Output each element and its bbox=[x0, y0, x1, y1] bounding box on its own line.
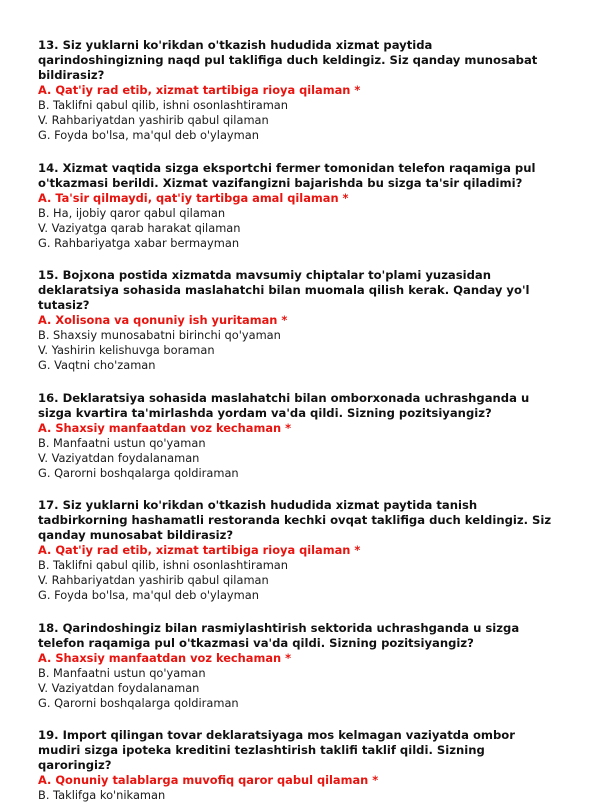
question-18 bbox=[38, 621, 560, 711]
option: G. Qarorni boshqalarga qoldiraman bbox=[38, 465, 239, 480]
question-16 bbox=[38, 391, 560, 481]
question-text: 17. Siz yuklarni ko'rikdan o'tkazish hududida xizmat paytida tanish tadbirkorning hashamatli restoranda kechki ovqat taklifiga duch keldingiz. Siz qanday munosabat bildirasiz? bbox=[38, 498, 552, 542]
option: G. Vaqtni cho'zaman bbox=[38, 358, 156, 372]
option: B. Shaxsiy munosabatni birinchi qo'yaman bbox=[38, 328, 281, 342]
option: V. Vaziyatdan foydalanaman bbox=[38, 450, 200, 465]
option-correct: A. Ta'sir qilmaydi, qat'iy tartibga amal qilaman * bbox=[38, 190, 349, 205]
option: B. Manfaatni ustun qo'yaman bbox=[38, 665, 206, 680]
option: G. Rahbariyatga xabar bermayman bbox=[38, 235, 240, 250]
option: V. Rahbariyatdan yashirib qabul qilaman bbox=[38, 573, 269, 587]
question-19 bbox=[38, 728, 560, 803]
question-text: 18. Qarindoshingiz bilan rasmiylashtirish sektorida uchrashganda u sizga telefon raqamiga pul o'tkazmasi va'da qildi. Sizning pozitsiyangiz? bbox=[38, 620, 520, 650]
option: G. Foyda bo'lsa, ma'qul deb o'ylayman bbox=[38, 588, 259, 602]
option-correct: A. Shaxsiy manfaatdan voz kechaman * bbox=[38, 420, 292, 435]
option: B. Manfaatni ustun qo'yaman bbox=[38, 435, 206, 450]
option-correct: A. Qonuniy talablarga muvofiq qaror qabul qilaman * bbox=[38, 773, 379, 787]
question-text: 19. Import qilingan tovar deklaratsiyaga mos kelmagan vaziyatda ombor mudiri sizga ipoteka kreditini tezlashtirish taklifi taklif qildi. Sizning qaroringiz? bbox=[38, 728, 515, 772]
question-17 bbox=[38, 498, 560, 603]
option-correct: A. Xolisona va qonuniy ish yuritaman * bbox=[38, 313, 288, 327]
option: B. Taklifni qabul qilib, ishni osonlashtiraman bbox=[38, 558, 288, 572]
option: V. Vaziyatdan foydalanaman bbox=[38, 680, 200, 695]
option: G. Foyda bo'lsa, ma'qul deb o'ylayman bbox=[38, 128, 259, 142]
option: G. Qarorni boshqalarga qoldiraman bbox=[38, 695, 239, 710]
option: V. Vaziyatga qarab harakat qilaman bbox=[38, 220, 241, 235]
option-correct: A. Qat'iy rad etib, xizmat tartibiga rioya qilaman * bbox=[38, 83, 361, 97]
option: V. Rahbariyatdan yashirib qabul qilaman bbox=[38, 113, 269, 127]
option: B. Taklifni qabul qilib, ishni osonlashtiraman bbox=[38, 98, 288, 112]
question-14 bbox=[38, 161, 560, 251]
question-text: 16. Deklaratsiya sohasida maslahatchi bilan omborxonada uchrashganda u sizga kvartira ta'mirlashda yordam va'da qildi. Sizning pozitsiyangiz? bbox=[38, 390, 530, 420]
option-correct: A. Shaxsiy manfaatdan voz kechaman * bbox=[38, 650, 292, 665]
option: B. Ha, ijobiy qaror qabul qilaman bbox=[38, 205, 226, 220]
option: B. Taklifga ko'nikaman bbox=[38, 788, 166, 802]
question-text: 13. Siz yuklarni ko'rikdan o'tkazish hududida xizmat paytida qarindoshingizning naqd pul taklifiga duch keldingiz. Siz qanday munosabat bildirasiz? bbox=[38, 38, 538, 82]
question-text: 14. Xizmat vaqtida sizga eksportchi fermer tomonidan telefon raqamiga pul o'tkazmasi berildi. Xizmat vazifangizni bajarishda bu sizga ta'sir qiladimi? bbox=[38, 160, 536, 190]
question-15 bbox=[38, 268, 560, 373]
question-text: 15. Bojxona postida xizmatda mavsumiy chiptalar to'plami yuzasidan deklaratsiya sohasida maslahatchi bilan muomala qilish kerak. Qanday yo'l tutasiz? bbox=[38, 268, 530, 312]
option: V. Yashirin kelishuvga boraman bbox=[38, 343, 215, 357]
question-13 bbox=[38, 38, 560, 143]
option-correct: A. Qat'iy rad etib, xizmat tartibiga rioya qilaman * bbox=[38, 543, 361, 557]
